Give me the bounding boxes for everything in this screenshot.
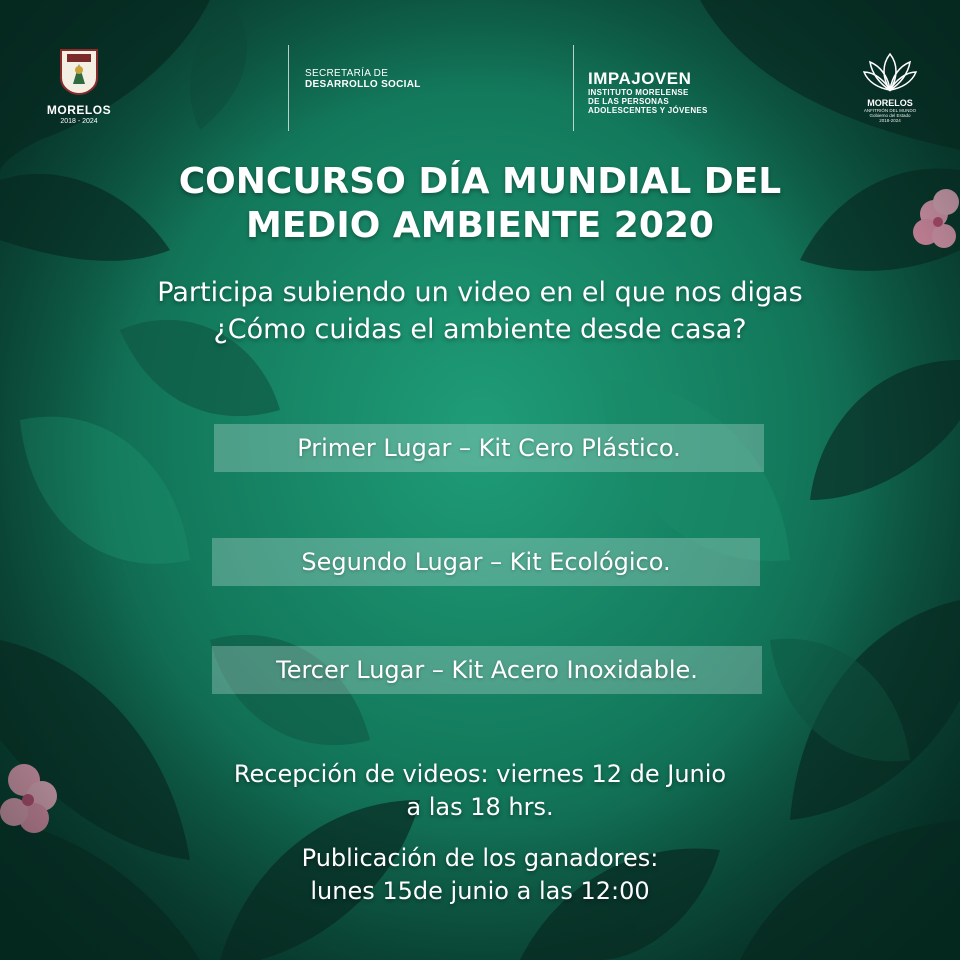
gobierno-name: MORELOS xyxy=(867,98,913,108)
subtitle-line2: ¿Cómo cuidas el ambiente desde casa? xyxy=(213,314,747,345)
morelos-name: MORELOS xyxy=(46,103,112,117)
publication-line1: Publicación de los ganadores: xyxy=(301,844,659,872)
prize-second: Segundo Lugar – Kit Ecológico. xyxy=(212,538,760,586)
reception-line2: a las 18 hrs. xyxy=(406,793,554,821)
morelos-years: 2018 - 2024 xyxy=(60,118,98,125)
logo-divider xyxy=(573,45,574,131)
lotus-icon xyxy=(862,48,918,94)
gobierno-line1: ANFITRIÓN DEL MUNDO xyxy=(863,108,917,113)
secretaria-logo xyxy=(305,68,421,90)
title-line2: MEDIO AMBIENTE 2020 xyxy=(246,205,714,246)
publication-info xyxy=(100,842,860,908)
gobierno-logo xyxy=(858,48,922,123)
contest-subtitle xyxy=(40,274,920,348)
publication-line2: lunes 15de junio a las 12:00 xyxy=(310,877,650,905)
impajoven-logo xyxy=(588,70,708,115)
impajoven-line1: INSTITUTO MORELENSE xyxy=(588,88,689,97)
impajoven-title: IMPAJOVEN xyxy=(588,69,692,88)
gobierno-years: 2018-2024 xyxy=(879,118,901,123)
gobierno-line2: Gobierno del Estado xyxy=(869,113,911,118)
contest-title xyxy=(60,160,900,248)
morelos-shield-icon xyxy=(59,48,99,96)
secretaria-line1: SECRETARÍA DE xyxy=(305,68,389,79)
title-line1: CONCURSO DÍA MUNDIAL DEL xyxy=(178,161,782,202)
prize-first: Primer Lugar – Kit Cero Plástico. xyxy=(214,424,764,472)
subtitle-line1: Participa subiendo un video en el que nos digas xyxy=(157,277,803,308)
impajoven-line3: ADOLESCENTES Y JÓVENES xyxy=(588,106,708,115)
prize-third: Tercer Lugar – Kit Acero Inoxidable. xyxy=(212,646,762,694)
reception-info xyxy=(100,758,860,824)
header-logos xyxy=(0,40,960,140)
impajoven-line2: DE LAS PERSONAS xyxy=(588,97,669,106)
secretaria-line2: DESARROLLO SOCIAL xyxy=(305,79,421,90)
reception-line1: Recepción de videos: viernes 12 de Junio xyxy=(233,760,727,788)
logo-divider xyxy=(288,45,289,131)
morelos-logo xyxy=(40,48,118,125)
